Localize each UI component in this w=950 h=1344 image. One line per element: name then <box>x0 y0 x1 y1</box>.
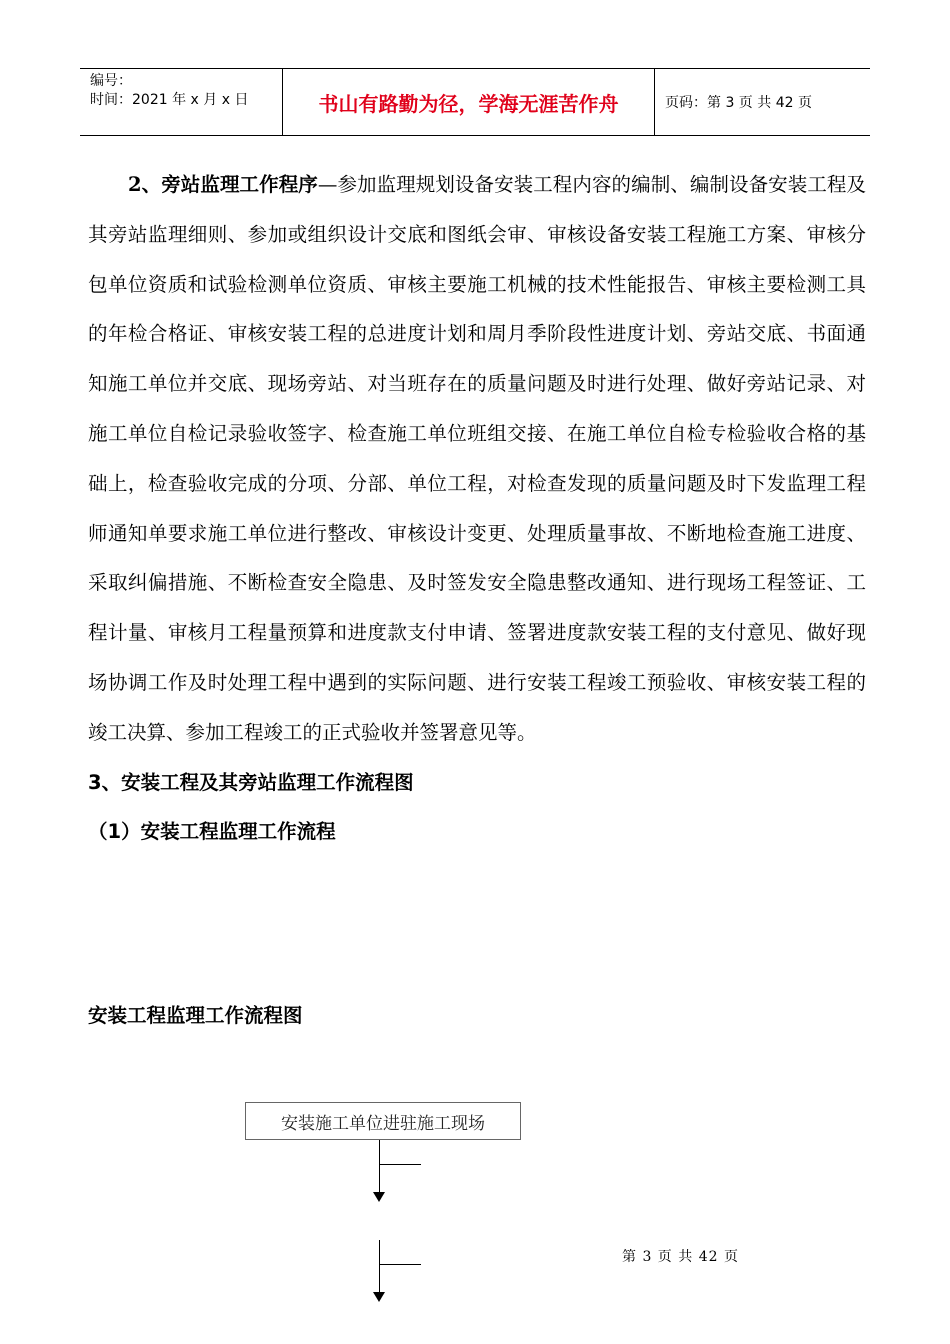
flow-step-1: 安装施工单位进驻施工现场 <box>245 1102 521 1140</box>
time-label: 时间：2021 年 x 月 x 日 <box>90 92 249 108</box>
page-header <box>80 68 870 136</box>
procedure-text: —参加监理规划设备安装工程内容的编制、编制设备安装工程及其旁站监理细则、参加或组织设计交底和图纸会审、审核设备安装工程施工方案、审核分包单位资质和试验检测单位资质、审核主要施工机械的技术性能报告、审核主要检测工具的年检合格证、审核安装工程的总进度计划和周月季阶段性进度计划、旁站交底、书面通知施工单位并交底、现场旁站、对当班存在的质量问题及时进行处理、做好旁站记录、对施工单位自检记录验收签字、检查施工单位班组交接、在施工单位自检专检验收合格的基础上，检查验收完成的分项、分部、单位工程，对检查发现的质量问题及时下发监理工程师通知单要求施工单位进行整改、审核设计变更、处理质量事故、不断地检查施工进度、采取纠偏措施、不断检查安全隐患、及时签发安全隐患整改通知、进行现场工程签证、工程计量、审核月工程量预算和进度款支付申请、签署进度款安装工程的支付意见、做好现场协调工作及时处理工程中遇到的实际问题、进行安装工程竣工预验收、审核安装工程的竣工决算、参加工程竣工的正式验收并签署意见等。 <box>88 173 866 744</box>
flow-arrow-1 <box>373 1192 385 1202</box>
flow-connector-1 <box>379 1140 380 1192</box>
flow-arrow-2 <box>373 1292 385 1302</box>
header-meta <box>80 69 282 135</box>
main-content <box>88 160 866 857</box>
flow-branch-2 <box>379 1264 421 1265</box>
header-motto: 书山有路勤为径，学海无涯苦作舟 <box>282 69 655 135</box>
flowchart-title: 安装工程监理工作流程图 <box>88 1004 303 1027</box>
flow-branch-1 <box>379 1164 421 1165</box>
section-3-1-heading: （1）安装工程监理工作流程 <box>88 820 336 844</box>
flow-connector-2 <box>379 1240 380 1292</box>
section-3-heading: 3、安装工程及其旁站监理工作流程图 <box>88 770 414 794</box>
page-footer: 第 3 页 共 42 页 <box>622 1249 739 1265</box>
procedure-paragraph <box>88 160 866 758</box>
header-page-info: 页码：第 3 页 共 42 页 <box>665 95 812 111</box>
number-label: 编号： <box>90 73 132 89</box>
procedure-heading: 2、旁站监理工作程序 <box>128 173 318 196</box>
